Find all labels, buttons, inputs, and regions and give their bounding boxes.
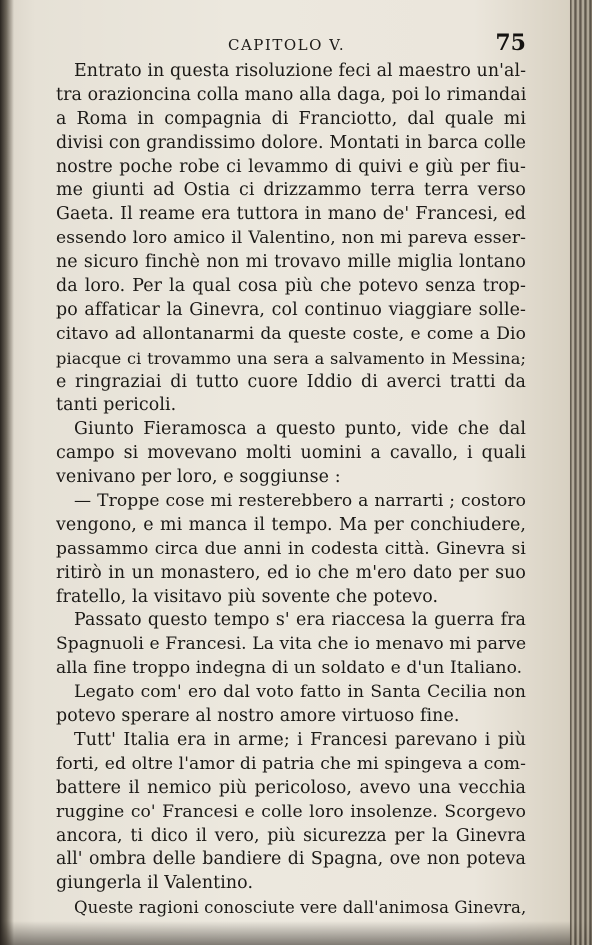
text-line: — Troppe cose mi resterebbero a narrarti ; costoro — [74, 491, 526, 512]
text-line: da loro. Per la qual cosa più che potevo senza trop- — [56, 276, 526, 297]
text-line: battere il nemico più pericoloso, avevo una vecchia — [56, 777, 526, 798]
text-line: ne sicuro finchè non mi trovavo mille miglia lontano — [56, 252, 526, 273]
text-line: essendo loro amico il Valentino, non mi pareva esser- — [56, 228, 526, 249]
text-line: citavo ad allontanarmi da queste coste, e come a Dio — [56, 323, 526, 344]
text-line: campo si movevano molti uomini a cavallo, i quali — [56, 443, 526, 464]
text-line: nostre poche robe ci levammo di quivi e giù per fiu- — [56, 156, 526, 177]
text-line: ancora, ti dico il vero, più sicurezza per la Ginevra — [56, 825, 526, 846]
text-line: passammo circa due anni in codesta città. Ginevra si — [56, 538, 526, 559]
text-line: all' ombra delle bandiere di Spagna, ove non poteva — [56, 849, 526, 870]
page-bottom-shadow — [0, 921, 592, 945]
text-line: me giunti ad Ostia ci drizzammo terra terra verso — [56, 180, 526, 201]
page-number: 75 — [495, 30, 526, 56]
text-line: forti, ed oltre l'amor di patria che mi spingeva a com- — [56, 753, 526, 774]
text-line: Legato com' ero dal voto fatto in Santa Cecilia non — [74, 682, 526, 703]
text-line: e ringraziai di tutto cuore Iddio di averci tratti da — [56, 371, 526, 392]
text-line: Tutt' Italia era in arme; i Francesi parevano i più — [74, 729, 526, 750]
text-line: giungerla il Valentino. — [56, 873, 254, 894]
chapter-heading: CAPITOLO V. — [228, 36, 346, 54]
text-line: alla fine troppo indegna di un soldato e d'un Italiano. — [56, 658, 523, 679]
text-line: Giunto Fieramosca a questo punto, vide che dal — [74, 419, 526, 440]
text-line: vengono, e mi manca il tempo. Ma per conchiudere, — [56, 514, 526, 535]
text-line: tra orazioncina colla mano alla daga, poi lo rimandai — [56, 84, 526, 105]
text-line: ritirò in un monastero, ed io che m'ero dato per suo — [56, 562, 526, 583]
text-line: venivano per loro, e soggiunse : — [56, 467, 341, 488]
text-line: po affaticar la Ginevra, col continuo viaggiare solle- — [56, 299, 526, 320]
text-line: Entrato in questa risoluzione feci al maestro un'al- — [74, 61, 526, 81]
text-line: Spagnuoli e Francesi. La vita che io menavo mi parve — [56, 634, 526, 655]
text-line: tanti pericoli. — [56, 395, 177, 416]
body-text — [56, 60, 526, 920]
text-line: ruggine co' Francesi e colle loro insolenze. Scorgevo — [56, 801, 526, 822]
text-line: Queste ragioni conosciute vere dall'animosa Ginevra, — [74, 898, 526, 918]
running-header — [56, 30, 526, 58]
text-line: Gaeta. Il reame era tuttora in mano de' Francesi, ed — [56, 204, 526, 225]
text-line: fratello, la visitavo più sovente che potevo. — [56, 586, 439, 607]
text-line: piacque ci trovammo una sera a salvamento in Messina; — [56, 348, 526, 368]
text-line: potevo sperare al nostro amore virtuoso fine. — [56, 706, 460, 727]
text-line: divisi con grandissimo dolore. Montati in barca colle — [56, 132, 526, 153]
text-line: Passato questo tempo s' era riaccesa la guerra fra — [74, 610, 526, 631]
text-line: a Roma in compagnia di Franciotto, dal quale mi — [56, 108, 526, 129]
